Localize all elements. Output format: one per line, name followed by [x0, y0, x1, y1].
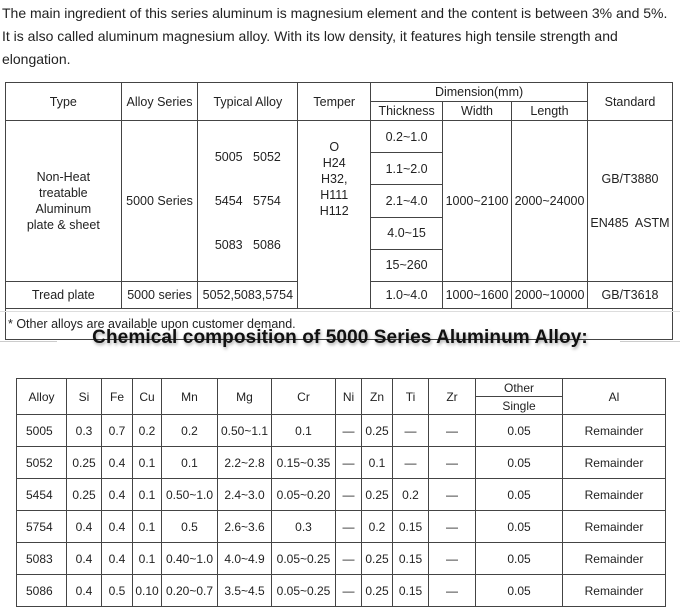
footnote: * Other alloys are available upon customer demand.	[6, 309, 673, 340]
table-row	[17, 415, 666, 447]
mg-cell: 0.50~1.1	[218, 415, 272, 447]
zr-cell: —	[429, 543, 476, 575]
fe-cell: 0.5	[102, 575, 133, 607]
zn-cell: 0.25	[362, 479, 393, 511]
type-cell: Tread plate	[6, 282, 122, 309]
other-single-cell: 0.05	[476, 415, 563, 447]
mn-cell: 0.40~1.0	[162, 543, 218, 575]
header-fe: Fe	[102, 379, 133, 415]
ti-cell: 0.15	[393, 511, 429, 543]
fe-cell: 0.4	[102, 543, 133, 575]
type-line: treatable	[38, 186, 88, 200]
table-row	[6, 121, 673, 153]
cr-cell: 0.05~0.25	[272, 543, 336, 575]
typical-alloy-cell: 5052,5083,5754	[198, 282, 298, 309]
zn-cell: 0.25	[362, 575, 393, 607]
mn-cell: 0.50~1.0	[162, 479, 218, 511]
header-other: Other	[476, 379, 563, 397]
length-cell: 2000~24000	[512, 121, 588, 282]
header-si: Si	[67, 379, 102, 415]
standard-line: EN485 ASTM	[590, 216, 670, 230]
si-cell: 0.3	[67, 415, 102, 447]
header-al: Al	[563, 379, 666, 415]
type-line: Aluminum	[35, 202, 92, 216]
standard-cell	[587, 121, 672, 282]
zr-cell: —	[429, 575, 476, 607]
fe-cell: 0.4	[102, 479, 133, 511]
si-cell: 0.25	[67, 447, 102, 479]
spec-table	[5, 82, 673, 340]
alloy-cell: 5005	[17, 415, 67, 447]
cu-cell: 0.1	[133, 447, 162, 479]
al-cell: Remainder	[563, 447, 666, 479]
header-standard: Standard	[587, 83, 672, 121]
typical-alloy-line: 5083 5086	[214, 238, 281, 252]
zr-cell: —	[429, 479, 476, 511]
mn-cell: 0.2	[162, 415, 218, 447]
standard-cell: GB/T3618	[587, 282, 672, 309]
mn-cell: 0.1	[162, 447, 218, 479]
ni-cell: —	[336, 543, 362, 575]
header-dimension: Dimension(mm)	[371, 83, 588, 102]
length-cell: 2000~10000	[512, 282, 588, 309]
ni-cell: —	[336, 415, 362, 447]
other-single-cell: 0.05	[476, 479, 563, 511]
cr-cell: 0.3	[272, 511, 336, 543]
ni-cell: —	[336, 447, 362, 479]
width-cell: 1000~1600	[443, 282, 512, 309]
alloy-cell: 5052	[17, 447, 67, 479]
table-row	[17, 447, 666, 479]
other-single-cell: 0.05	[476, 575, 563, 607]
mn-cell: 0.20~0.7	[162, 575, 218, 607]
header-length: Length	[512, 102, 588, 121]
mg-cell: 2.4~3.0	[218, 479, 272, 511]
header-zn: Zn	[362, 379, 393, 415]
typical-alloy-line: 5454 5754	[214, 194, 281, 208]
header-ni: Ni	[336, 379, 362, 415]
cu-cell: 0.1	[133, 543, 162, 575]
alloy-cell: 5454	[17, 479, 67, 511]
thickness-cell: 4.0~15	[371, 217, 443, 249]
type-line: plate & sheet	[26, 218, 100, 232]
cr-cell: 0.05~0.25	[272, 575, 336, 607]
cr-cell: 0.05~0.20	[272, 479, 336, 511]
table-row	[17, 511, 666, 543]
temper-line: H32,	[321, 172, 348, 186]
ti-cell: 0.15	[393, 543, 429, 575]
si-cell: 0.4	[67, 543, 102, 575]
standard-line: GB/T3880	[601, 172, 659, 186]
cu-cell: 0.2	[133, 415, 162, 447]
thickness-cell: 1.1~2.0	[371, 153, 443, 185]
thickness-cell: 0.2~1.0	[371, 121, 443, 153]
ti-cell: —	[393, 415, 429, 447]
alloy-series-cell: 5000 series	[121, 282, 198, 309]
cu-cell: 0.1	[133, 511, 162, 543]
temper-cell	[298, 121, 371, 309]
ti-cell: —	[393, 447, 429, 479]
header-cu: Cu	[133, 379, 162, 415]
zr-cell: —	[429, 447, 476, 479]
zn-cell: 0.1	[362, 447, 393, 479]
temper-line: O	[329, 140, 340, 154]
ni-cell: —	[336, 479, 362, 511]
zr-cell: —	[429, 415, 476, 447]
mn-cell: 0.5	[162, 511, 218, 543]
zr-cell: —	[429, 511, 476, 543]
fe-cell: 0.4	[102, 447, 133, 479]
header-mg: Mg	[218, 379, 272, 415]
header-typical-alloy: Typical Alloy	[198, 83, 298, 121]
width-cell: 1000~2100	[443, 121, 512, 282]
section-divider	[0, 311, 680, 312]
section-title: Chemical composition of 5000 Series Aluminum Alloy:	[92, 327, 588, 348]
fe-cell: 0.4	[102, 511, 133, 543]
zn-cell: 0.25	[362, 543, 393, 575]
alloy-series-cell: 5000 Series	[121, 121, 198, 282]
header-thickness: Thickness	[371, 102, 443, 121]
thickness-cell: 1.0~4.0	[371, 282, 443, 309]
si-cell: 0.4	[67, 511, 102, 543]
other-single-cell: 0.05	[476, 511, 563, 543]
table-row	[17, 543, 666, 575]
temper-line: H24	[322, 156, 346, 170]
typical-alloy-line: 5005 5052	[214, 150, 281, 164]
cr-cell: 0.1	[272, 415, 336, 447]
alloy-cell: 5086	[17, 575, 67, 607]
al-cell: Remainder	[563, 511, 666, 543]
header-zr: Zr	[429, 379, 476, 415]
ni-cell: —	[336, 575, 362, 607]
si-cell: 0.4	[67, 575, 102, 607]
cr-cell: 0.15~0.35	[272, 447, 336, 479]
other-single-cell: 0.05	[476, 543, 563, 575]
thickness-cell: 2.1~4.0	[371, 185, 443, 217]
zn-cell: 0.25	[362, 415, 393, 447]
chem-table	[16, 378, 666, 607]
other-single-cell: 0.05	[476, 447, 563, 479]
type-cell	[6, 121, 122, 282]
fe-cell: 0.7	[102, 415, 133, 447]
table-row	[17, 575, 666, 607]
intro-paragraph: The main ingredient of this series aluminum is magnesium element and the content is between 3% and 5%. It is also called aluminum magnesium alloy. With its low density, it features high tensile strength and elongation.	[2, 5, 668, 67]
mg-cell: 2.6~3.6	[218, 511, 272, 543]
alloy-cell: 5754	[17, 511, 67, 543]
al-cell: Remainder	[563, 575, 666, 607]
cu-cell: 0.10	[133, 575, 162, 607]
header-ti: Ti	[393, 379, 429, 415]
header-mn: Mn	[162, 379, 218, 415]
cu-cell: 0.1	[133, 479, 162, 511]
alloy-cell: 5083	[17, 543, 67, 575]
type-line: Non-Heat	[36, 170, 91, 184]
header-temper: Temper	[298, 83, 371, 121]
ni-cell: —	[336, 511, 362, 543]
typical-alloy-cell	[198, 121, 298, 282]
al-cell: Remainder	[563, 543, 666, 575]
header-other-single: Single	[476, 397, 563, 415]
ti-cell: 0.2	[393, 479, 429, 511]
al-cell: Remainder	[563, 479, 666, 511]
header-type: Type	[6, 83, 122, 121]
si-cell: 0.25	[67, 479, 102, 511]
thickness-cell: 15~260	[371, 249, 443, 281]
mg-cell: 3.5~4.5	[218, 575, 272, 607]
ti-cell: 0.15	[393, 575, 429, 607]
header-width: Width	[443, 102, 512, 121]
al-cell: Remainder	[563, 415, 666, 447]
header-alloy: Alloy	[17, 379, 67, 415]
zn-cell: 0.2	[362, 511, 393, 543]
temper-line: H112	[319, 204, 349, 218]
header-alloy-series: Alloy Series	[121, 83, 198, 121]
mg-cell: 4.0~4.9	[218, 543, 272, 575]
table-row	[17, 479, 666, 511]
mg-cell: 2.2~2.8	[218, 447, 272, 479]
header-cr: Cr	[272, 379, 336, 415]
temper-line: H111	[320, 188, 349, 202]
